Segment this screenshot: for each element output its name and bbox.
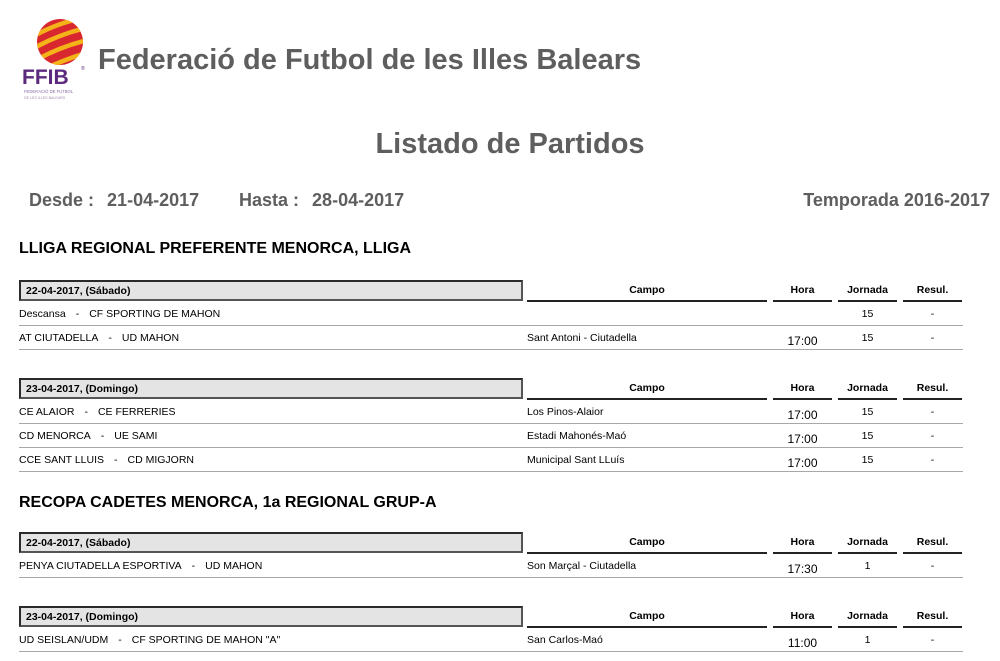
away-team: CD MIGJORN — [127, 454, 194, 466]
column-header-jornada: Jornada — [838, 610, 897, 628]
match-campo: Municipal Sant LLuís — [527, 454, 625, 466]
match-resul: - — [930, 308, 935, 320]
svg-text:FEDERACIÓ DE FUTBOL: FEDERACIÓ DE FUTBOL — [24, 89, 74, 94]
date-box: 23-04-2017, (Domingo) — [19, 378, 523, 399]
match-jornada: 15 — [861, 332, 874, 344]
match-teams — [19, 454, 194, 466]
team-separator: - — [75, 308, 80, 320]
match-row — [19, 326, 963, 350]
match-jornada: 1 — [864, 560, 871, 572]
column-header-jornada: Jornada — [838, 536, 897, 554]
column-header-resul: Resul. — [903, 382, 962, 400]
away-team: UE SAMI — [114, 430, 158, 442]
from-value: 21-04-2017 — [107, 190, 200, 210]
match-teams — [19, 308, 220, 320]
match-jornada: 15 — [861, 308, 874, 320]
match-campo: Sant Antoni - Ciutadella — [527, 332, 637, 344]
page-title: Listado de Partidos — [375, 128, 645, 160]
svg-text:®: ® — [81, 66, 85, 72]
match-campo: Estadi Mahonés-Maó — [527, 430, 627, 442]
match-row — [19, 554, 963, 578]
match-jornada: 15 — [861, 430, 874, 442]
away-team: CE FERRERIES — [97, 406, 176, 418]
day-header — [19, 378, 963, 400]
match-hora: 17:00 — [787, 334, 818, 348]
match-campo: Los Pinos-Alaior — [527, 406, 604, 418]
match-hora: 17:00 — [787, 432, 818, 446]
match-resul: - — [930, 332, 935, 344]
match-jornada: 15 — [861, 454, 874, 466]
home-team: UD SEISLAN/UDM — [19, 634, 109, 646]
from-label: Desde : — [29, 190, 95, 210]
home-team: CCE SANT LLUIS — [19, 454, 104, 466]
match-resul: - — [930, 560, 935, 572]
match-hora: 17:00 — [787, 456, 818, 470]
competition-title: RECOPA CADETES MENORCA, 1a REGIONAL GRUP-A — [19, 494, 437, 511]
day-block — [19, 378, 963, 472]
match-teams — [19, 430, 157, 442]
season-label: Temporada 2016-2017 — [803, 190, 990, 210]
match-campo: San Carlos-Maó — [527, 634, 603, 646]
match-hora: 17:30 — [787, 562, 818, 576]
column-header-hora: Hora — [773, 382, 832, 400]
day-block — [19, 606, 963, 652]
column-header-hora: Hora — [773, 284, 832, 302]
match-jornada: 15 — [861, 406, 874, 418]
match-row — [19, 424, 963, 448]
date-box: 23-04-2017, (Domingo) — [19, 606, 523, 627]
column-header-hora: Hora — [773, 610, 832, 628]
team-separator: - — [114, 454, 118, 466]
match-resul: - — [930, 406, 935, 418]
away-team: UD MAHON — [205, 560, 263, 572]
column-header-jornada: Jornada — [838, 284, 897, 302]
organization-title: Federació de Futbol de les Illes Balears — [98, 44, 642, 76]
team-separator: - — [191, 560, 196, 572]
home-team: Descansa — [19, 308, 66, 320]
match-jornada: 1 — [864, 634, 871, 646]
column-header-campo: Campo — [527, 536, 767, 554]
match-teams — [19, 406, 176, 418]
day-header — [19, 280, 963, 302]
home-team: CE ALAIOR — [19, 406, 75, 418]
column-header-jornada: Jornada — [838, 382, 897, 400]
date-box: 22-04-2017, (Sábado) — [19, 280, 523, 301]
away-team: CF SPORTING DE MAHON — [89, 308, 221, 320]
column-header-resul: Resul. — [903, 536, 962, 554]
match-hora: 11:00 — [787, 636, 818, 650]
column-header-campo: Campo — [527, 284, 767, 302]
date-range-from — [29, 190, 199, 211]
match-teams — [19, 560, 262, 572]
match-teams — [19, 634, 280, 646]
home-team: CD MENORCA — [19, 430, 91, 442]
ffib-ball-icon — [20, 16, 90, 106]
match-row — [19, 400, 963, 424]
to-value: 28-04-2017 — [312, 190, 405, 210]
match-teams — [19, 332, 179, 344]
column-header-resul: Resul. — [903, 284, 962, 302]
match-resul: - — [930, 454, 935, 466]
away-team: UD MAHON — [121, 332, 180, 344]
team-separator: - — [118, 634, 122, 646]
match-campo: Son Marçal - Ciutadella — [527, 560, 637, 572]
ffib-logo — [20, 16, 90, 106]
match-resul: - — [930, 430, 935, 442]
away-team: CF SPORTING DE MAHON "A" — [131, 634, 281, 646]
home-team: PENYA CIUTADELLA ESPORTIVA — [19, 560, 182, 572]
date-range-to — [239, 190, 404, 211]
match-row — [19, 628, 963, 652]
svg-text:DE LES ILLES BALEARS: DE LES ILLES BALEARS — [24, 96, 66, 100]
competition-title: LLIGA REGIONAL PREFERENTE MENORCA, LLIGA — [19, 240, 412, 257]
column-header-resul: Resul. — [903, 610, 962, 628]
date-box: 22-04-2017, (Sábado) — [19, 532, 523, 553]
column-header-campo: Campo — [527, 610, 767, 628]
team-separator: - — [108, 332, 112, 344]
match-row — [19, 448, 963, 472]
team-separator: - — [84, 406, 88, 418]
day-block — [19, 532, 963, 578]
svg-text:FFIB: FFIB — [22, 66, 69, 89]
day-block — [19, 280, 963, 350]
team-separator: - — [100, 430, 105, 442]
column-header-hora: Hora — [773, 536, 832, 554]
day-header — [19, 532, 963, 554]
match-resul: - — [930, 634, 935, 646]
day-header — [19, 606, 963, 628]
match-row — [19, 302, 963, 326]
match-hora: 17:00 — [787, 408, 818, 422]
home-team: AT CIUTADELLA — [19, 332, 99, 344]
to-label: Hasta : — [239, 190, 300, 210]
column-header-campo: Campo — [527, 382, 767, 400]
